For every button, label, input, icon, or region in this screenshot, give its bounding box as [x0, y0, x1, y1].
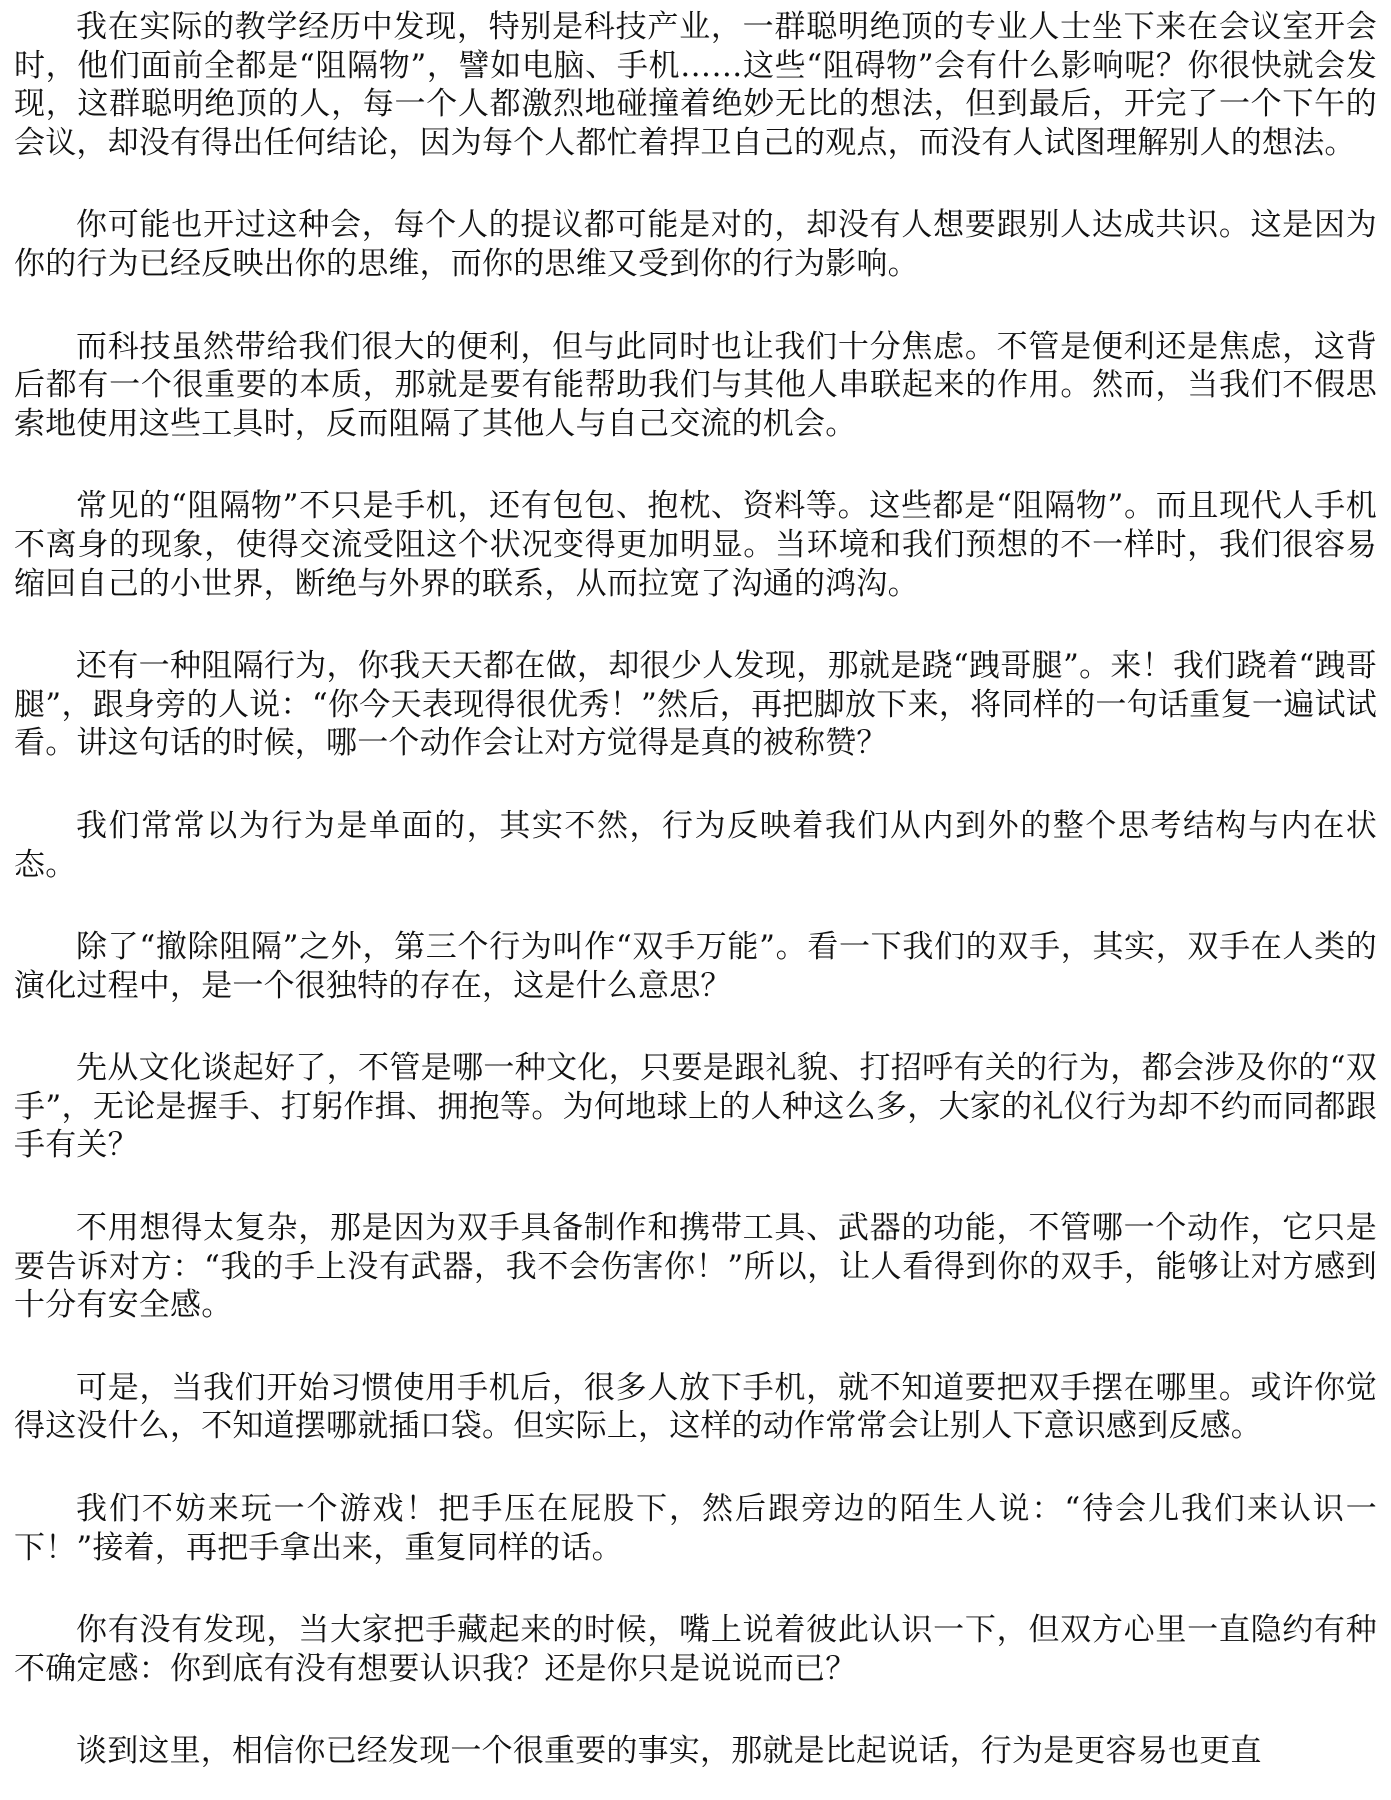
paragraph-8: 先从文化谈起好了，不管是哪一种文化，只要是跟礼貌、打招呼有关的行为，都会涉及你的“双手”，无论是握手、打躬作揖、拥抱等。为何地球上的人种这么多，大家的礼仪行为却不约而同都跟手有关？ — [14, 1050, 1377, 1164]
paragraph-5: 还有一种阻隔行为，你我天天都在做，却很少人发现，那就是跷“跩哥腿”。来！我们跷着“跩哥腿”，跟身旁的人说：“你今天表现得很优秀！”然后，再把脚放下来，将同样的一句话重复一遍试试看。讲这句话的时候，哪一个动作会让对方觉得是真的被称赞？ — [14, 648, 1377, 762]
paragraph-2: 你可能也开过这种会，每个人的提议都可能是对的，却没有人想要跟别人达成共识。这是因为你的行为已经反映出你的思维，而你的思维又受到你的行为影响。 — [14, 207, 1377, 282]
paragraph-12: 你有没有发现，当大家把手藏起来的时候，嘴上说着彼此认识一下，但双方心里一直隐约有种不确定感：你到底有没有想要认识我？还是你只是说说而已？ — [14, 1612, 1377, 1687]
paragraph-7: 除了“撤除阻隔”之外，第三个行为叫作“双手万能”。看一下我们的双手，其实，双手在人类的演化过程中，是一个很独特的存在，这是什么意思？ — [14, 929, 1377, 1004]
paragraph-9: 不用想得太复杂，那是因为双手具备制作和携带工具、武器的功能，不管哪一个动作，它只是要告诉对方：“我的手上没有武器，我不会伤害你！”所以，让人看得到你的双手，能够让对方感到十分有安全感。 — [14, 1210, 1377, 1324]
paragraph-11: 我们不妨来玩一个游戏！把手压在屁股下，然后跟旁边的陌生人说：“待会儿我们来认识一下！”接着，再把手拿出来，重复同样的话。 — [14, 1491, 1377, 1566]
paragraph-1: 我在实际的教学经历中发现，特别是科技产业，一群聪明绝顶的专业人士坐下来在会议室开会时，他们面前全都是“阻隔物”，譬如电脑、手机……这些“阻碍物”会有什么影响呢？你很快就会发现，这群聪明绝顶的人，每一个人都激烈地碰撞着绝妙无比的想法，但到最后，开完了一个下午的会议，却没有得出任何结论，因为每个人都忙着捍卫自己的观点，而没有人试图理解别人的想法。 — [14, 9, 1377, 161]
paragraph-10: 可是，当我们开始习惯使用手机后，很多人放下手机，就不知道要把双手摆在哪里。或许你觉得这没什么，不知道摆哪就插口袋。但实际上，这样的动作常常会让别人下意识感到反感。 — [14, 1369, 1377, 1445]
paragraph-4: 常见的“阻隔物”不只是手机，还有包包、抱枕、资料等。这些都是“阻隔物”。而且现代人手机不离身的现象，使得交流受阻这个状况变得更加明显。当环境和我们预想的不一样时，我们很容易缩回自己的小世界，断绝与外界的联系，从而拉宽了沟通的鸿沟。 — [14, 488, 1377, 602]
paragraph-13: 谈到这里，相信你已经发现一个很重要的事实，那就是比起说话，行为是更容易也更直 — [76, 1733, 1262, 1770]
paragraph-6: 我们常常以为行为是单面的，其实不然，行为反映着我们从内到外的整个思考结构与内在状态。 — [14, 807, 1377, 883]
paragraph-3: 而科技虽然带给我们很大的便利，但与此同时也让我们十分焦虑。不管是便利还是焦虑，这背后都有一个很重要的本质，那就是要有能帮助我们与其他人串联起来的作用。然而，当我们不假思索地使用这些工具时，反而阻隔了其他人与自己交流的机会。 — [14, 328, 1377, 442]
